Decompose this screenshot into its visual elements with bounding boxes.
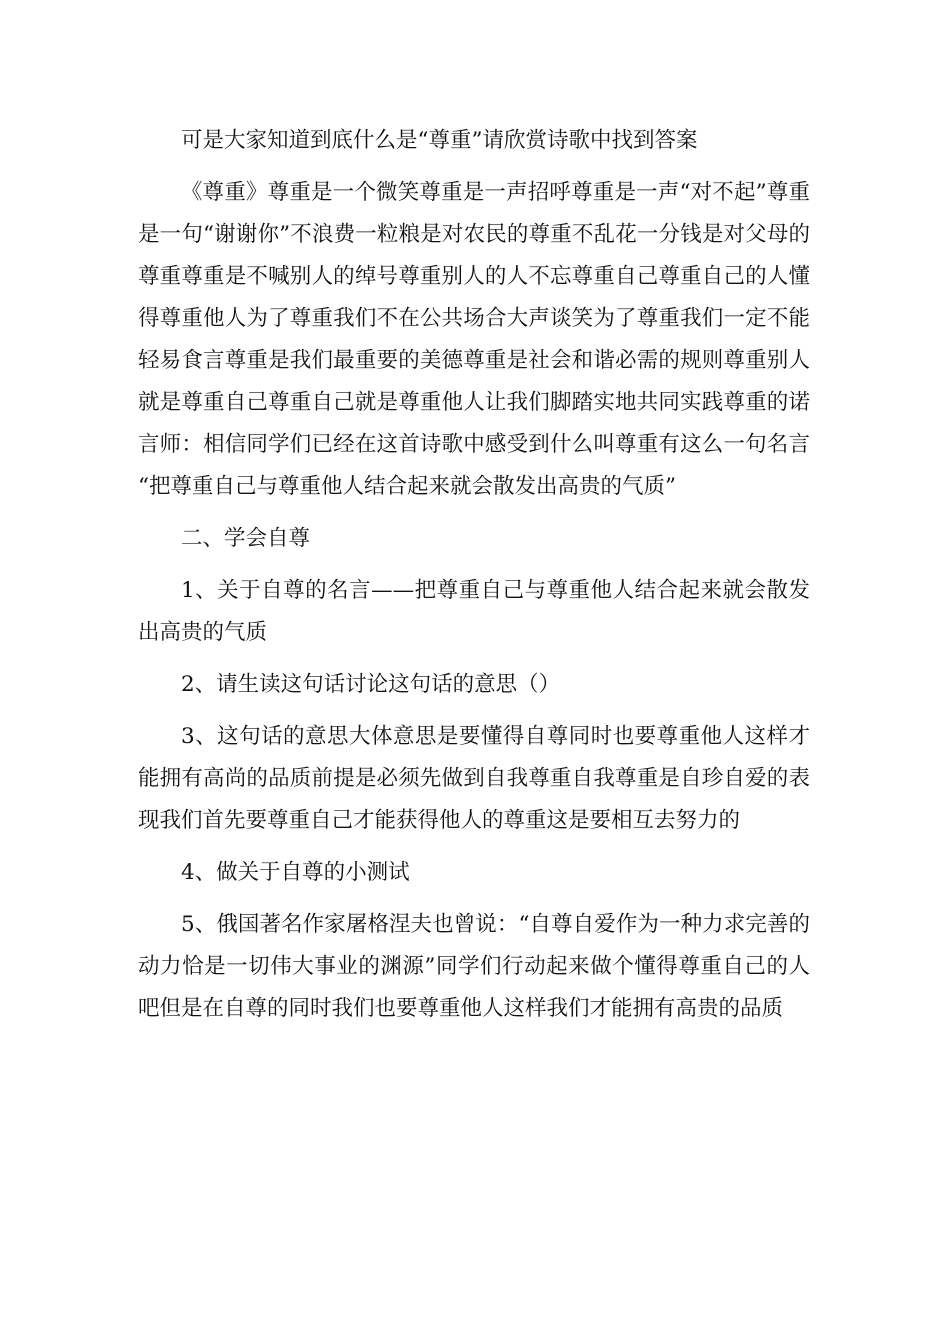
paragraph-item-4: 4、做关于自尊的小测试 [181,860,410,885]
section-heading: 二、学会自尊 [181,526,311,551]
document-page [138,120,810,1040]
paragraph-item-5: 5、俄国著名作家屠格涅夫也曾说：“自尊自爱作为一种力求完善的动力恰是一切伟大事业的渊源”同学们行动起来做个懂得尊重自己的人吧但是在自尊的同时我们也要尊重他人这样我们才能拥有高贵的品质 [138,912,810,1021]
paragraph-item-3: 3、这句话的意思大体意思是要懂得自尊同时也要尊重他人这样才能拥有高尚的品质前提是必须先做到自我尊重自我尊重是自珍自爱的表现我们首先要尊重自己才能获得他人的尊重这是要相互去努力的 [138,724,810,833]
paragraph-item-2: 2、请生读这句话讨论这句话的意思（） [181,672,561,697]
paragraph-item-1: 1、关于自尊的名言——把尊重自己与尊重他人结合起来就会散发出高贵的气质 [138,578,810,645]
paragraph-intro: 可是大家知道到底什么是“尊重”请欣赏诗歌中找到答案 [181,128,698,153]
paragraph-poem: 《尊重》尊重是一个微笑尊重是一声招呼尊重是一声“对不起”尊重是一句“谢谢你”不浪费一粒粮是对农民的尊重不乱花一分钱是对父母的尊重尊重是不喊别人的绰号尊重别人的人不忘尊重自己尊重自己的人懂得尊重他人为了尊重我们不在公共场合大声谈笑为了尊重我们一定不能轻易食言尊重是我们最重要的美德尊重是社会和谐必需的规则尊重别人就是尊重自己尊重自己就是尊重他人让我们脚踏实地共同实践尊重的诺言师：相信同学们已经在这首诗歌中感受到什么叫尊重有这么一句名言“把尊重自己与尊重他人结合起来就会散发出高贵的气质” [138,180,810,499]
